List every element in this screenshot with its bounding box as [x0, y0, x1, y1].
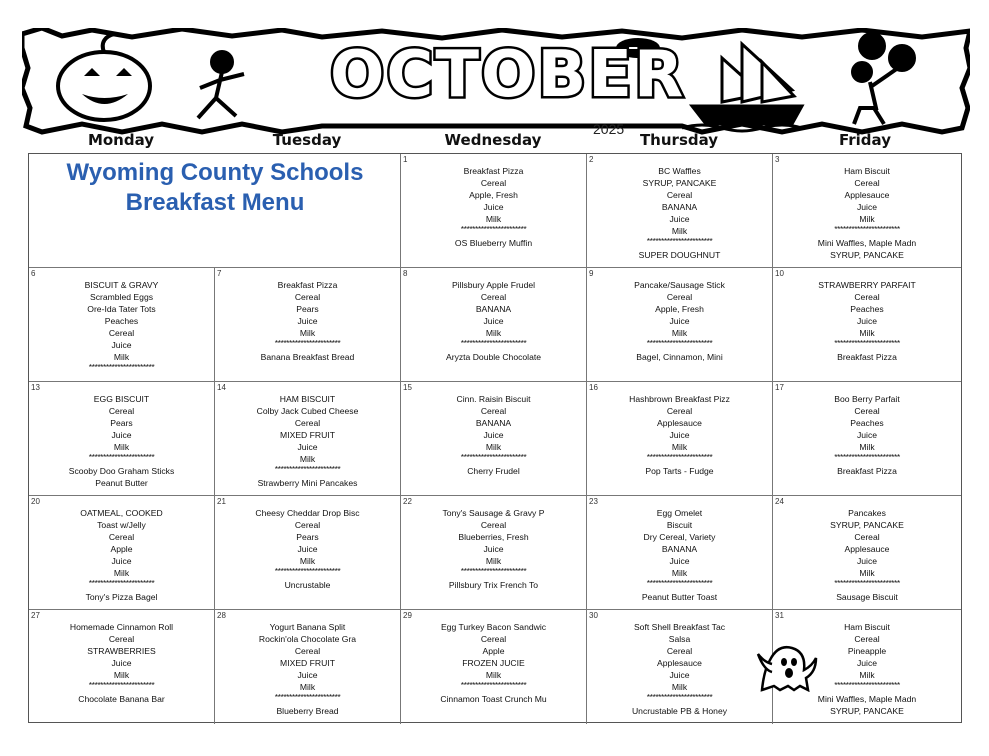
menu-item: Mini Waffles, Maple Madn [817, 694, 917, 704]
menu-item: Applesauce [844, 190, 890, 200]
day-number: 23 [589, 497, 598, 506]
menu-item: Sausage Biscuit [836, 592, 898, 602]
menu-item: *********************** [834, 579, 900, 588]
day-header-friday: Friday [838, 131, 891, 149]
menu-item: Milk [299, 682, 316, 692]
menu-item: *********************** [834, 453, 900, 462]
menu-item: STRAWBERRY PARFAIT [818, 280, 916, 290]
day-cell [587, 610, 773, 724]
menu-item: Milk [485, 328, 502, 338]
menu-item: SYRUP, PANCAKE [830, 520, 904, 530]
menu-item: Milk [299, 556, 316, 566]
day-number: 28 [217, 611, 226, 620]
menu-item: Cheesy Cheddar Drop Bisc [255, 508, 360, 518]
menu-item: Juice [856, 316, 878, 326]
menu-item: MIXED FRUIT [280, 430, 335, 440]
menu-item: Cereal [108, 532, 135, 542]
menu-item: Soft Shell Breakfast Tac [633, 622, 726, 632]
day-number: 3 [775, 155, 780, 164]
menu-item: Cereal [480, 406, 507, 416]
menu-items [219, 507, 396, 591]
menu-item: Juice [111, 340, 132, 350]
menu-item: Apple, Fresh [469, 190, 518, 200]
menu-item: SYRUP, PANCAKE [642, 178, 717, 188]
menu-item: *********************** [460, 681, 527, 690]
menu-item: HAM BISCUIT [279, 394, 336, 404]
menu-item: Dry Cereal, Variety [643, 532, 716, 542]
menu-items [33, 621, 210, 705]
menu-item: Cereal [480, 634, 507, 644]
menu-item: Applesauce [657, 418, 702, 428]
menu-item: Aryzta Double Chocolate [445, 352, 542, 362]
menu-item: Milk [113, 442, 130, 452]
menu-item: Breakfast Pizza [277, 280, 338, 290]
menu-item: Breakfast Pizza [837, 466, 897, 476]
menu-item: *********************** [274, 465, 341, 474]
menu-item: Toast w/Jelly [97, 520, 146, 530]
menu-item: Juice [856, 556, 878, 566]
menu-items [591, 507, 768, 603]
menu-item: Milk [671, 682, 688, 692]
menu-item: Peaches [850, 304, 884, 314]
menu-item: BANANA [661, 202, 698, 212]
menu-items [405, 165, 582, 249]
day-cell [29, 496, 215, 610]
menu-item: *********************** [460, 225, 527, 234]
day-number: 24 [775, 497, 784, 506]
menu-item: Milk [485, 442, 502, 452]
menu-item: *********************** [834, 681, 900, 690]
menu-item: Cinn. Raisin Biscuit [456, 394, 531, 404]
pirate-ship-icon [682, 44, 802, 131]
day-number: 22 [403, 497, 412, 506]
menu-item: BANANA [475, 304, 512, 314]
day-cell [215, 268, 401, 382]
menu-item: Juice [297, 670, 318, 680]
menu-item: Colby Jack Cubed Cheese [256, 406, 359, 416]
school-name: Wyoming County Schools [66, 159, 364, 186]
menu-item: Ham Biscuit [844, 622, 890, 632]
menu-item: Juice [856, 202, 878, 212]
day-number: 7 [217, 269, 222, 278]
menu-items [219, 621, 396, 717]
day-cell [401, 610, 587, 724]
menu-item: *********************** [834, 339, 900, 348]
day-number: 30 [589, 611, 598, 620]
day-number: 16 [589, 383, 598, 392]
day-number: 1 [403, 155, 408, 164]
menu-item: Breakfast Pizza [837, 352, 897, 362]
menu-item: Biscuit [666, 520, 693, 530]
menu-item: Pears [296, 532, 319, 542]
menu-item: Mini Waffles, Maple Madn [817, 238, 917, 248]
menu-item: BC Waffles [658, 166, 701, 176]
menu-items [777, 279, 957, 363]
day-cell [401, 496, 587, 610]
menu-item: Juice [297, 442, 318, 452]
menu-item: Juice [483, 430, 504, 440]
menu-items [777, 393, 957, 477]
menu-item: Cereal [854, 292, 880, 302]
menu-item: Milk [113, 670, 130, 680]
menu-item: OS Blueberry Muffin [454, 238, 533, 248]
menu-item: MIXED FRUIT [280, 658, 335, 668]
menu-item: *********************** [646, 693, 713, 702]
menu-item: Applesauce [657, 658, 702, 668]
menu-item: FROZEN JUCIE [462, 658, 525, 668]
day-cell [773, 154, 961, 268]
menu-item: SYRUP, PANCAKE [830, 706, 904, 716]
menu-item: Juice [483, 544, 504, 554]
day-number: 20 [31, 497, 40, 506]
menu-item: Juice [669, 430, 690, 440]
menu-item: Tony's Sausage & Gravy P [442, 508, 545, 518]
menu-item: Cherry Frudel [467, 466, 520, 476]
ghost-icon [750, 640, 820, 692]
menu-item: Cereal [480, 520, 507, 530]
menu-item: *********************** [646, 237, 713, 246]
day-number: 15 [403, 383, 412, 392]
menu-item: Cereal [666, 190, 693, 200]
day-number: 8 [403, 269, 408, 278]
menu-items [777, 507, 957, 603]
menu-item: BANANA [661, 544, 698, 554]
menu-item: *********************** [88, 453, 155, 462]
menu-item: STRAWBERRIES [87, 646, 156, 656]
menu-item: Milk [299, 328, 316, 338]
day-cell [215, 382, 401, 496]
menu-item: Peaches [850, 418, 884, 428]
menu-title: Breakfast Menu [125, 189, 305, 216]
menu-item: Rockin'ola Chocolate Gra [258, 634, 357, 644]
menu-item: Pancakes [848, 508, 886, 518]
menu-item: Peanut Butter [95, 478, 148, 488]
menu-item: *********************** [646, 339, 713, 348]
menu-item: Milk [113, 568, 130, 578]
calendar-year: 2025 [593, 121, 625, 137]
menu-item: Juice [297, 316, 318, 326]
menu-item: Uncrustable [284, 580, 331, 590]
month-title: OCTOBER [330, 38, 686, 112]
day-number: 14 [217, 383, 226, 392]
menu-item: *********************** [88, 681, 155, 690]
day-cell [587, 496, 773, 610]
day-cell [773, 382, 961, 496]
menu-items [405, 507, 582, 591]
day-cell [401, 382, 587, 496]
menu-items [33, 507, 210, 603]
menu-items [219, 393, 396, 489]
menu-item: SYRUP, PANCAKE [830, 250, 904, 260]
menu-items [591, 165, 768, 261]
menu-item: Cereal [108, 406, 135, 416]
menu-item: Egg Turkey Bacon Sandwic [440, 622, 547, 632]
menu-item: Juice [669, 316, 690, 326]
day-header-thursday: Thursday [639, 131, 719, 149]
day-header-wednesday: Wednesday [444, 131, 542, 149]
menu-item: Scrambled Eggs [89, 292, 154, 302]
football-player-icon [198, 52, 244, 118]
menu-item: Milk [485, 556, 502, 566]
menu-items [405, 621, 582, 705]
menu-item: Cereal [294, 646, 321, 656]
day-number: 2 [589, 155, 594, 164]
day-number: 21 [217, 497, 226, 506]
menu-item: Juice [111, 430, 132, 440]
menu-items [33, 279, 210, 375]
menu-item: BANANA [475, 418, 512, 428]
menu-item: Ore-Ida Tater Tots [87, 304, 156, 314]
day-header-tuesday: Tuesday [272, 131, 342, 149]
menu-item: Blueberries, Fresh [458, 532, 529, 542]
menu-item: Pillsbury Apple Frudel [451, 280, 536, 290]
menu-item: Blueberry Bread [276, 706, 339, 716]
menu-item: Pop Tarts - Fudge [645, 466, 714, 476]
menu-item: *********************** [88, 579, 155, 588]
menu-item: Uncrustable PB & Honey [631, 706, 728, 716]
menu-item: Yogurt Banana Split [269, 622, 346, 632]
day-number: 6 [31, 269, 36, 278]
pumpkin-icon [58, 34, 150, 120]
day-cell [29, 610, 215, 724]
menu-item: *********************** [646, 579, 713, 588]
menu-item: Milk [671, 226, 688, 236]
menu-item: Milk [299, 454, 316, 464]
menu-item: Cereal [294, 418, 321, 428]
menu-item: Cereal [108, 634, 135, 644]
menu-item: Tony's Pizza Bagel [85, 592, 158, 602]
menu-item: Pillsbury Trix French To [448, 580, 539, 590]
menu-item: *********************** [274, 567, 341, 576]
menu-items [591, 279, 768, 363]
menu-item: OATMEAL, COOKED [80, 508, 163, 518]
menu-item: Pears [296, 304, 319, 314]
menu-item: Salsa [668, 634, 691, 644]
menu-items [219, 279, 396, 363]
menu-item: Cinnamon Toast Crunch Mu [440, 694, 547, 704]
cheerleader-icon [853, 34, 914, 124]
menu-item: Milk [859, 328, 875, 338]
menu-item: Milk [859, 442, 875, 452]
menu-item: *********************** [274, 339, 341, 348]
menu-item: Juice [856, 658, 878, 668]
day-cell [215, 496, 401, 610]
menu-item: Cereal [854, 634, 880, 644]
day-cell [773, 268, 961, 382]
menu-item: Cereal [294, 292, 321, 302]
menu-item: *********************** [88, 363, 155, 372]
menu-item: *********************** [460, 567, 527, 576]
menu-item: Breakfast Pizza [463, 166, 524, 176]
menu-item: Banana Breakfast Bread [260, 352, 355, 362]
day-cell [215, 610, 401, 724]
menu-item: EGG BISCUIT [93, 394, 150, 404]
day-cell [587, 382, 773, 496]
menu-item: Juice [483, 316, 504, 326]
menu-item: Cereal [666, 646, 693, 656]
menu-item: Juice [111, 658, 132, 668]
menu-item: Boo Berry Parfait [834, 394, 900, 404]
menu-item: Egg Omelet [656, 508, 703, 518]
menu-item: Pancake/Sausage Stick [634, 280, 725, 290]
menu-item: Milk [671, 328, 688, 338]
menu-items [33, 393, 210, 489]
menu-item: Milk [113, 352, 130, 362]
menu-item: Juice [856, 430, 878, 440]
menu-item: Cereal [666, 406, 693, 416]
menu-item: Milk [671, 442, 688, 452]
menu-item: Bagel, Cinnamon, Mini [636, 352, 723, 362]
menu-item: Ham Biscuit [844, 166, 890, 176]
menu-item: Chocolate Banana Bar [78, 694, 165, 704]
menu-items [591, 621, 768, 717]
day-cell [401, 268, 587, 382]
day-cell [29, 268, 215, 382]
menu-item: Juice [669, 670, 690, 680]
day-number: 10 [775, 269, 784, 278]
menu-item: Scooby Doo Graham Sticks [68, 466, 175, 476]
menu-item: Juice [297, 544, 318, 554]
menu-item: Milk [859, 670, 875, 680]
menu-item: Milk [859, 214, 875, 224]
day-number: 31 [775, 611, 784, 620]
menu-item: Peaches [104, 316, 139, 326]
menu-item: Applesauce [844, 544, 890, 554]
day-cell [587, 268, 773, 382]
day-number: 9 [589, 269, 594, 278]
menu-item: *********************** [460, 453, 527, 462]
menu-item: Juice [669, 214, 690, 224]
menu-item: Pineapple [847, 646, 887, 656]
day-number: 13 [31, 383, 40, 392]
day-cell [29, 382, 215, 496]
menu-item: Milk [485, 670, 502, 680]
day-number: 27 [31, 611, 40, 620]
menu-item: Strawberry Mini Pancakes [257, 478, 358, 488]
day-cell [587, 154, 773, 268]
menu-items [591, 393, 768, 477]
menu-item: Cereal [854, 406, 880, 416]
menu-item: Milk [859, 568, 875, 578]
menu-items [777, 165, 957, 261]
menu-item: *********************** [274, 693, 341, 702]
menu-item: Juice [111, 556, 132, 566]
menu-item: BISCUIT & GRAVY [84, 280, 159, 290]
menu-item: Peanut Butter Toast [641, 592, 718, 602]
menu-item: Juice [669, 556, 690, 566]
day-number: 29 [403, 611, 412, 620]
menu-item: Cereal [294, 520, 321, 530]
menu-item: *********************** [460, 339, 527, 348]
menu-item: Hashbrown Breakfast Pizz [629, 394, 730, 404]
day-cell [773, 496, 961, 610]
menu-item: Pears [110, 418, 133, 428]
menu-item: Apple [482, 646, 505, 656]
menu-item: Milk [485, 214, 502, 224]
menu-item: *********************** [646, 453, 713, 462]
menu-item: Cereal [480, 292, 507, 302]
menu-item: Cereal [854, 178, 880, 188]
menu-item: Homemade Cinnamon Roll [69, 622, 174, 632]
day-cell [401, 154, 587, 268]
menu-item: Apple [110, 544, 133, 554]
menu-items [405, 393, 582, 477]
menu-item: Cereal [480, 178, 507, 188]
menu-item: Juice [483, 202, 504, 212]
menu-item: Apple, Fresh [655, 304, 704, 314]
menu-item: Cereal [854, 532, 880, 542]
menu-calendar-grid [28, 153, 962, 723]
day-number: 17 [775, 383, 784, 392]
menu-items [405, 279, 582, 363]
menu-item: Cereal [666, 292, 693, 302]
menu-item: Cereal [108, 328, 135, 338]
menu-item: SUPER DOUGHNUT [638, 250, 721, 260]
menu-item: *********************** [834, 225, 900, 234]
day-header-monday: Monday [87, 131, 155, 149]
menu-item: Milk [671, 568, 688, 578]
